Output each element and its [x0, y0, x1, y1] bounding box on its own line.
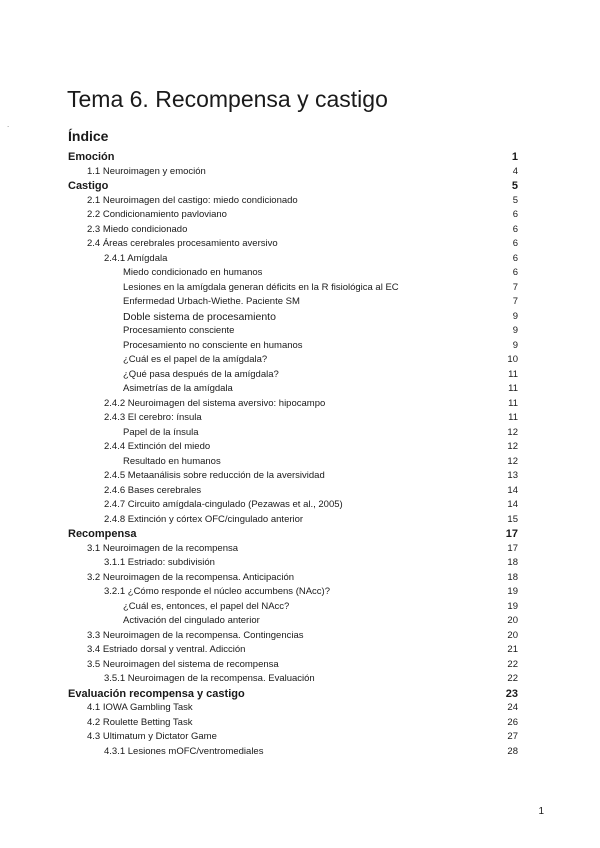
toc-section[interactable]: [0, 180, 600, 194]
toc-entry-page: 23: [505, 687, 518, 700]
toc-entry-page: 6: [512, 252, 518, 264]
toc-entry-title: 3.4 Estriado dorsal y ventral. Adicción: [87, 644, 246, 655]
toc-entry-page: 9: [512, 310, 518, 322]
toc-entry-title: 2.4.7 Circuito amígdala-cingulado (Pezawas et al., 2005): [104, 499, 343, 510]
toc-entry[interactable]: [0, 572, 600, 586]
toc-entry-title: Evaluación recompensa y castigo: [68, 687, 245, 700]
toc-entry-page: 12: [507, 426, 518, 438]
toc-entry-page: 28: [507, 745, 518, 757]
toc-entry-title: 3.3 Neuroimagen de la recompensa. Contingencias: [87, 629, 304, 641]
toc-entry[interactable]: [0, 296, 600, 310]
toc-entry-title: ¿Cuál es, entonces, el papel del NAcc?: [123, 600, 290, 612]
toc-entry-title: Procesamiento no consciente en humanos: [123, 339, 303, 351]
toc-entry-page: 11: [508, 368, 518, 380]
toc-entry[interactable]: [0, 601, 600, 615]
toc-entry[interactable]: [0, 253, 600, 267]
toc-entry[interactable]: [0, 470, 600, 484]
toc-entry[interactable]: [0, 441, 600, 455]
toc-entry-page: 17: [505, 528, 518, 540]
toc-entry-title: 2.1 Neuroimagen del castigo: miedo condicionado: [87, 194, 298, 206]
toc-entry-title: Castigo: [68, 180, 109, 192]
toc-entry-page: 21: [507, 644, 518, 655]
toc-entry-page: 4: [512, 165, 518, 177]
toc-entry[interactable]: [0, 615, 600, 629]
toc-entry-page: 22: [507, 673, 518, 684]
toc-entry[interactable]: [0, 238, 600, 252]
toc-entry-title: Miedo condicionado en humanos: [123, 267, 263, 278]
toc-entry[interactable]: [0, 195, 600, 209]
toc-entry[interactable]: [0, 383, 600, 397]
toc-entry-page: 7: [512, 296, 518, 307]
toc-entry-title: 4.1 IOWA Gambling Task: [87, 702, 193, 713]
toc-entry-title: 3.2 Neuroimagen de la recompensa. Anticipación: [87, 571, 295, 583]
toc-entry-page: 9: [512, 339, 518, 351]
toc-entry-title: 2.2 Condicionamiento pavloviano: [87, 209, 227, 220]
toc-entry[interactable]: [0, 282, 600, 296]
toc-entry[interactable]: [0, 673, 600, 687]
toc-entry-page: 20: [507, 629, 518, 641]
toc-entry-title: Papel de la ínsula: [123, 426, 199, 438]
toc-entry[interactable]: [0, 427, 600, 441]
toc-entry-page: 18: [507, 557, 518, 568]
toc-entry[interactable]: [0, 224, 600, 238]
toc-entry-page: 6: [512, 223, 518, 235]
toc-entry-title: 2.4.8 Extinción y córtex OFC/cingulado anterior: [104, 513, 304, 525]
toc-entry[interactable]: [0, 354, 600, 368]
toc-entry[interactable]: [0, 557, 600, 571]
toc-entry-page: 11: [508, 397, 518, 409]
toc-entry[interactable]: [0, 586, 600, 600]
toc-entry[interactable]: [0, 325, 600, 339]
toc-entry[interactable]: [0, 456, 600, 470]
toc-entry-page: 6: [512, 267, 518, 278]
toc-entry-title: 2.3 Miedo condicionado: [87, 223, 188, 235]
toc-entry-page: 19: [507, 586, 518, 597]
toc-entry-page: 24: [507, 702, 518, 713]
toc-entry[interactable]: [0, 702, 600, 716]
toc-entry-page: 9: [512, 325, 518, 336]
stray-mark: .: [7, 120, 10, 129]
toc-entry[interactable]: [0, 485, 600, 499]
toc-entry-title: 4.3.1 Lesiones mOFC/ventromediales: [104, 745, 264, 757]
toc-entry-page: 12: [507, 441, 518, 452]
toc-entry-title: Lesiones en la amígdala generan déficits en la R fisiológica al EC: [123, 281, 399, 293]
toc-entry[interactable]: [0, 717, 600, 731]
toc-entry-title: 3.2.1 ¿Cómo responde el núcleo accumbens (NAcc)?: [104, 586, 331, 597]
toc-entry[interactable]: [0, 746, 600, 760]
toc-entry[interactable]: [0, 731, 600, 745]
toc-entry[interactable]: [0, 412, 600, 426]
toc-entry-page: 11: [508, 412, 518, 423]
toc-heading: Índice: [68, 128, 109, 144]
toc-entry-title: Doble sistema de procesamiento: [123, 310, 276, 323]
toc-entry[interactable]: [0, 659, 600, 673]
toc-entry-title: 1.1 Neuroimagen y emoción: [87, 165, 206, 177]
toc-entry[interactable]: [0, 630, 600, 644]
toc-entry-page: 19: [507, 600, 518, 612]
toc-entry-title: 2.4.1 Amígdala: [104, 252, 168, 264]
toc-entry-title: 2.4 Áreas cerebrales procesamiento aversivo: [87, 238, 278, 249]
toc-entry-page: 18: [507, 571, 518, 583]
toc-entry-page: 11: [508, 383, 518, 394]
toc-entry-page: 5: [511, 180, 518, 192]
toc-entry-page: 13: [507, 470, 518, 481]
toc-entry[interactable]: [0, 398, 600, 412]
toc-entry-page: 6: [512, 209, 518, 220]
toc-section[interactable]: [0, 688, 600, 702]
toc-entry[interactable]: [0, 267, 600, 281]
toc-entry-title: 3.1 Neuroimagen de la recompensa: [87, 542, 239, 554]
toc-entry-title: Procesamiento consciente: [123, 325, 235, 336]
toc-entry[interactable]: [0, 340, 600, 354]
toc-entry-title: 2.4.4 Extinción del miedo: [104, 441, 211, 452]
toc-entry-title: Enfermedad Urbach-Wiethe. Paciente SM: [123, 296, 300, 307]
toc-entry-page: 20: [507, 615, 518, 626]
toc-entry[interactable]: [0, 209, 600, 223]
toc-entry-title: 4.3 Ultimatum y Dictator Game: [87, 731, 217, 742]
toc-entry-title: Resultado en humanos: [123, 455, 221, 467]
toc-entry-page: 22: [507, 658, 518, 670]
toc-entry-page: 27: [507, 731, 518, 742]
toc-entry-page: 12: [507, 455, 518, 467]
toc-entry[interactable]: [0, 543, 600, 557]
toc-section[interactable]: [0, 151, 600, 165]
toc-entry-title: Recompensa: [68, 528, 137, 540]
toc-entry-title: 3.1.1 Estriado: subdivisión: [104, 557, 215, 568]
toc-entry[interactable]: [0, 369, 600, 383]
toc-entry-title: 2.4.2 Neuroimagen del sistema aversivo: hipocampo: [104, 397, 326, 409]
toc-entry-page: 26: [507, 716, 518, 728]
toc-entry-title: 2.4.3 El cerebro: ínsula: [104, 412, 202, 423]
toc-entry-page: 10: [507, 354, 518, 365]
toc-entry[interactable]: [0, 644, 600, 658]
toc-entry-title: ¿Cuál es el papel de la amígdala?: [123, 354, 268, 365]
toc-entry[interactable]: [0, 514, 600, 528]
toc-entry-title: 4.2 Roulette Betting Task: [87, 716, 193, 728]
toc-entry-title: 2.4.6 Bases cerebrales: [104, 484, 202, 496]
toc-entry-title: 3.5 Neuroimagen del sistema de recompensa: [87, 658, 279, 670]
toc-entry-page: 6: [512, 238, 518, 249]
toc-entry-page: 7: [512, 281, 518, 293]
page-title: Tema 6. Recompensa y castigo: [67, 86, 388, 112]
toc-entry-page: 15: [507, 513, 518, 525]
toc-entry[interactable]: [0, 499, 600, 513]
page-number: 1: [538, 806, 544, 817]
toc-entry[interactable]: [0, 311, 600, 325]
toc-entry-title: Emoción: [68, 151, 115, 163]
toc-entry-page: 14: [507, 484, 518, 496]
toc-entry-title: ¿Qué pasa después de la amígdala?: [123, 368, 279, 380]
toc-entry-title: Activación del cingulado anterior: [123, 615, 260, 626]
toc-entry-page: 1: [511, 151, 518, 163]
toc-entry-page: 5: [512, 194, 518, 206]
toc-entry-title: 2.4.5 Metaanálisis sobre reducción de la aversividad: [104, 470, 325, 481]
toc-entry-page: 17: [507, 542, 518, 554]
toc-section[interactable]: [0, 528, 600, 542]
toc-entry-title: 3.5.1 Neuroimagen de la recompensa. Evaluación: [104, 673, 315, 684]
toc-entry-title: Asimetrías de la amígdala: [123, 383, 233, 394]
toc-entry-page: 14: [507, 499, 518, 510]
toc-entry[interactable]: [0, 166, 600, 180]
